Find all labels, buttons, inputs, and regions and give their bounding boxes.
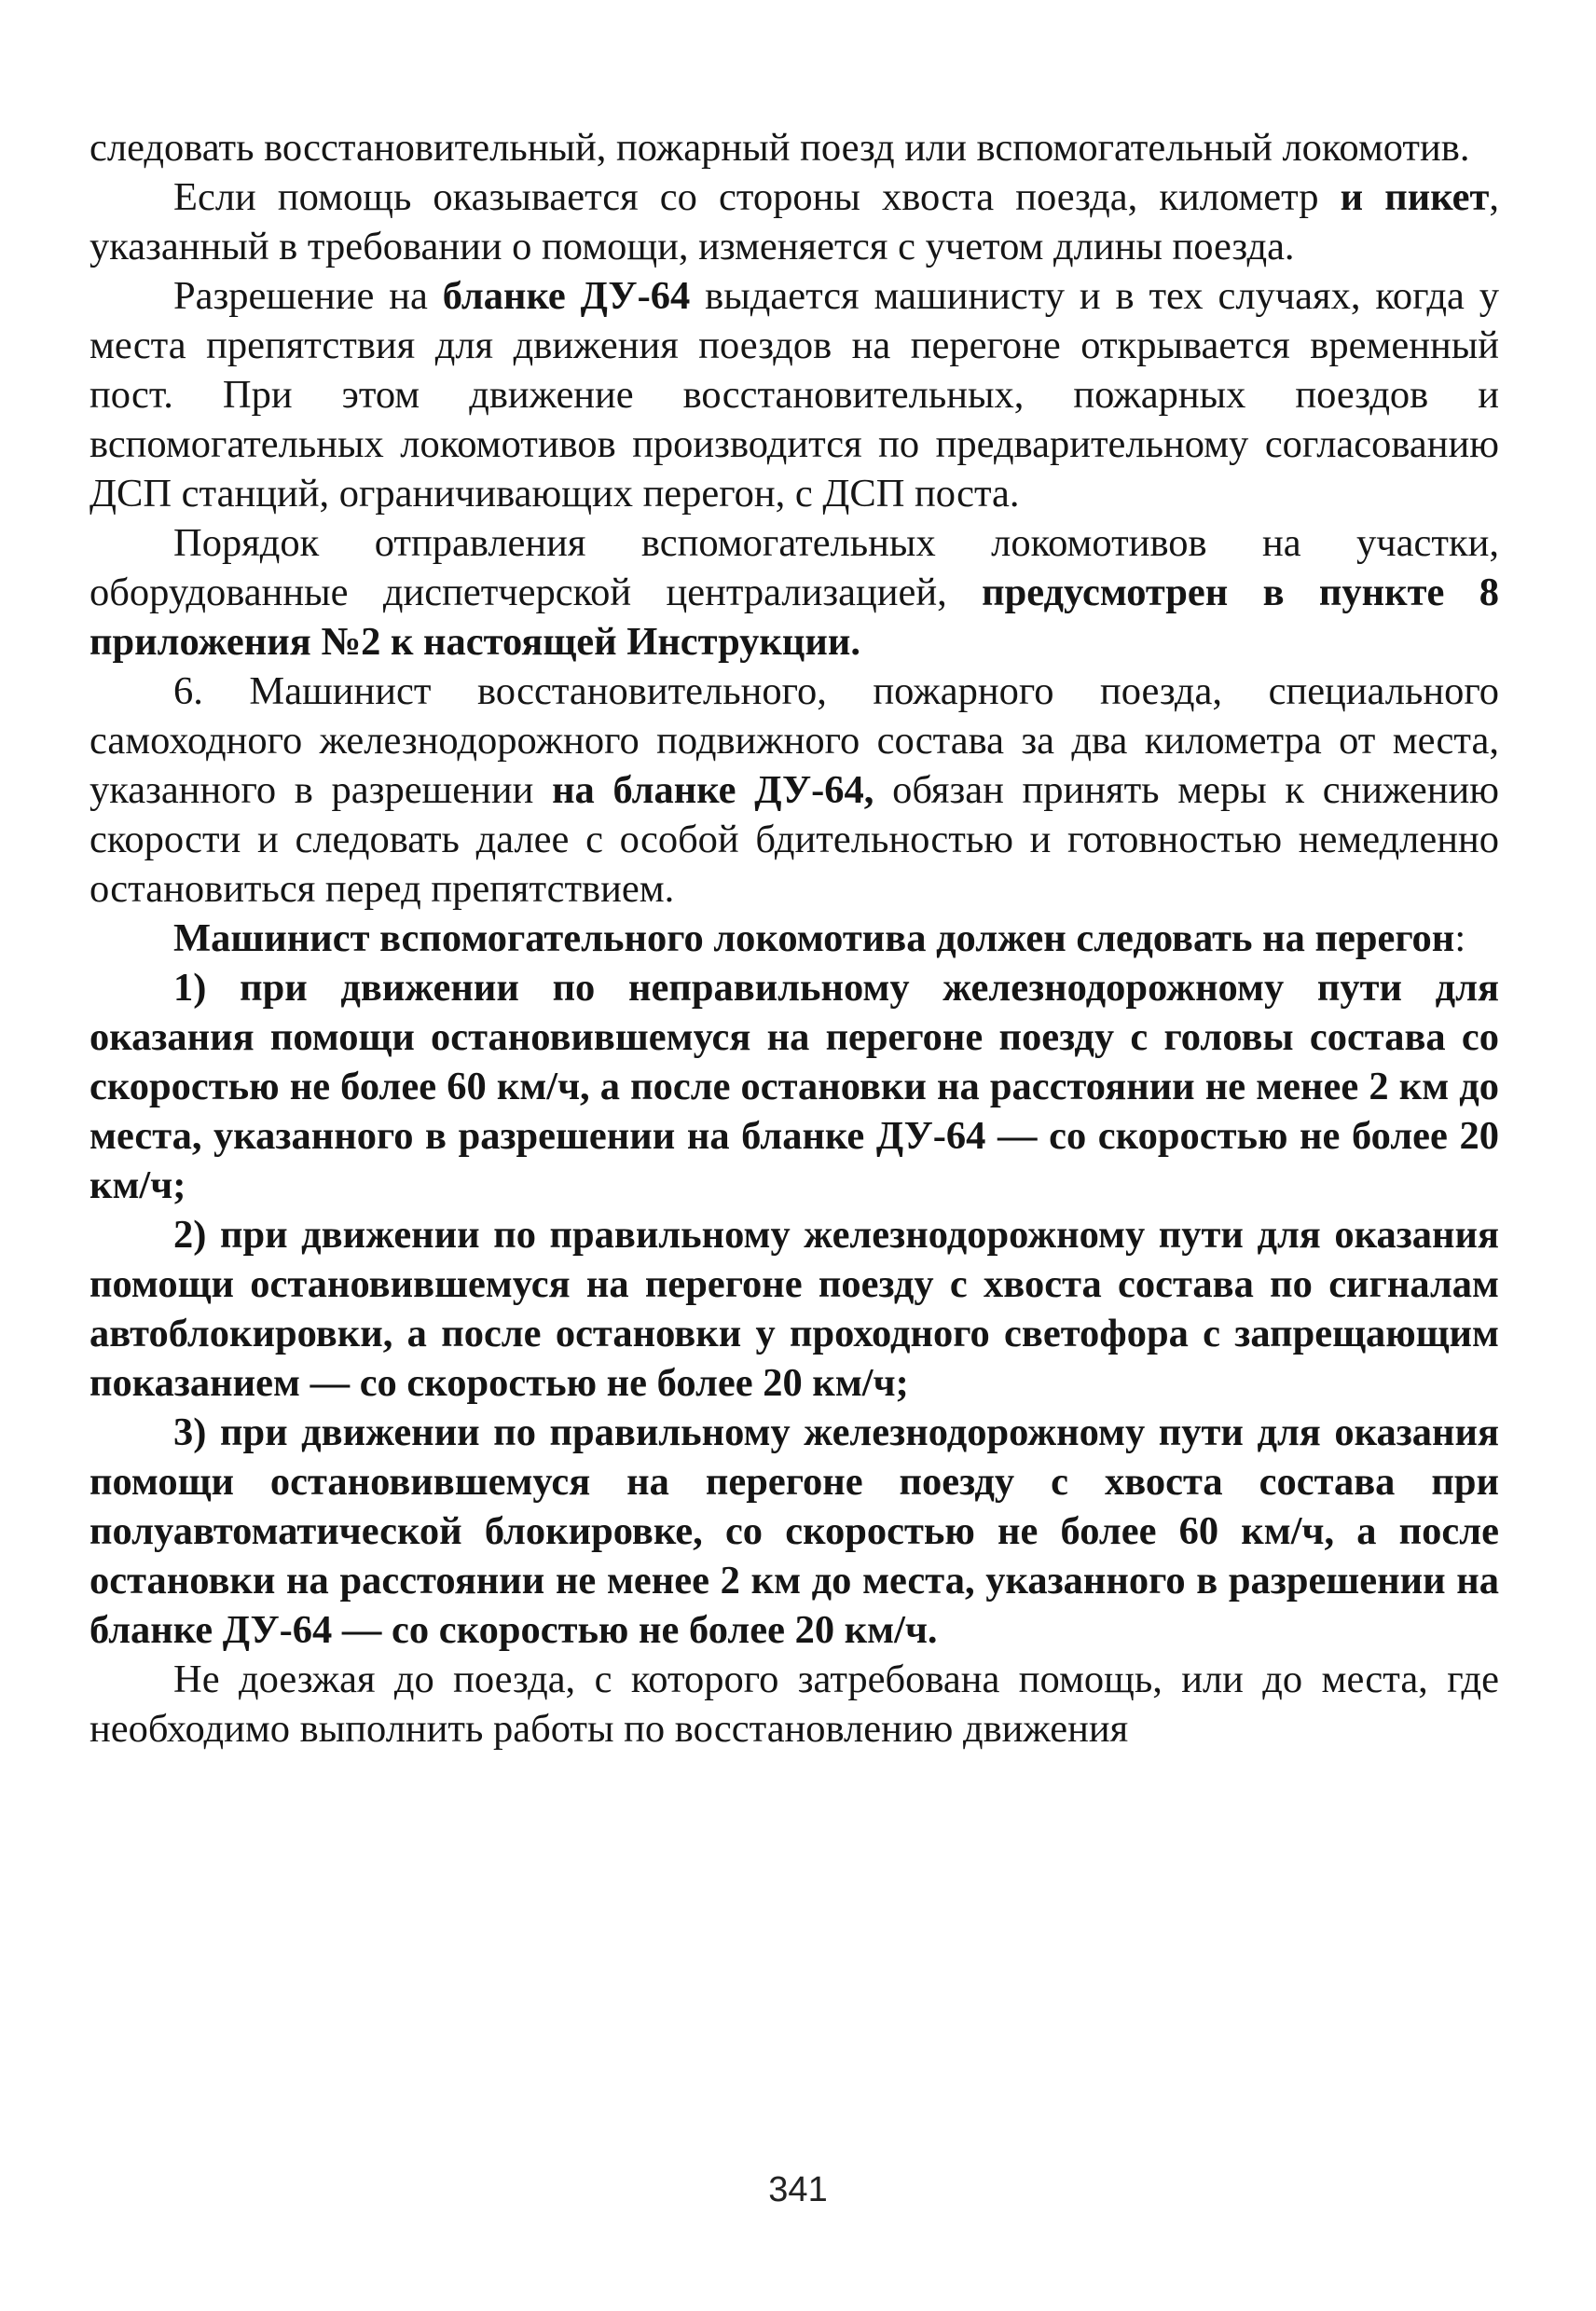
paragraph-p9 bbox=[89, 1408, 1499, 1655]
text-run: : bbox=[1454, 916, 1466, 960]
paragraph-p5 bbox=[89, 667, 1499, 914]
page-number: 341 bbox=[768, 2170, 828, 2209]
text-run: Если помощь оказывается со стороны хвоста поезда, километр bbox=[173, 175, 1341, 219]
bold-run: на бланке ДУ-64, bbox=[552, 768, 874, 812]
bold-run: и пикет bbox=[1340, 175, 1490, 219]
paragraph-p6 bbox=[89, 914, 1499, 963]
paragraph-p10 bbox=[89, 1655, 1499, 1754]
bold-run: 1) при движении по неправильному железнодорожному пути для оказания помощи остановившемуся на перегоне поезду с головы состава со скоростью не более 60 км/ч, а после остановки на расстоянии не менее 2 км до места, указанного в разрешении на бланке ДУ-64 — со скоростью не более 20 км/ч; bbox=[89, 966, 1499, 1207]
text-run: обязан принять меры к снижению скорости и следовать далее с особой бдительностью и готовностью немедленно остановиться перед препятствием. bbox=[89, 768, 1500, 911]
paragraph-p2 bbox=[89, 172, 1499, 271]
paragraph-p3 bbox=[89, 271, 1499, 518]
text-run: 6. Машинист восстановительного, пожарного поезда, специального самоходного железнодорожного подвижного состава за два километра от места, указанного в разрешении bbox=[89, 669, 1499, 812]
paragraph-p1 bbox=[89, 123, 1499, 172]
paragraph-p7 bbox=[89, 963, 1499, 1210]
bold-run: 3) при движении по правильному железнодорожному пути для оказания помощи остановившемуся на перегоне поезду с хвоста состава при полуавтоматической блокировке, со скоростью не более 60 км/ч, а после остановки на расстоянии не менее 2 км до места, указанного в разрешении на бланке ДУ-64 — со скоростью не более 20 км/ч. bbox=[89, 1410, 1499, 1652]
bold-run: Машинист вспомогательного локомотива должен следовать на перегон bbox=[173, 916, 1455, 960]
bold-run: бланке ДУ-64 bbox=[442, 274, 691, 318]
bold-run: предусмотрен в пункте 8 приложения №2 к настоящей Инструкции. bbox=[89, 571, 1499, 664]
paragraph-p4 bbox=[89, 518, 1499, 667]
paragraph-p8 bbox=[89, 1210, 1499, 1408]
text-run: выдается машинисту и в тех случаях, когда у места препятствия для движения поездов на перегоне открывается временный пост. При этом движение восстановительных, пожарных поездов и вспомогательных локомотивов производится по предварительному согласованию ДСП станций, ограничивающих перегон, с ДСП поста. bbox=[89, 274, 1499, 516]
text-run: , указанный в требовании о помощи, изменяется с учетом длины поезда. bbox=[89, 175, 1499, 268]
text-run: Порядок отправления вспомогательных локомотивов на участки, оборудованные диспетчерской централизацией, bbox=[89, 521, 1499, 614]
text-run: следовать восстановительный, пожарный поезд или вспомогательный локомотив. bbox=[89, 126, 1470, 170]
text-run: Не доезжая до поезда, с которого затребована помощь, или до места, где необходимо выполнить работы по восстановлению движения bbox=[89, 1658, 1499, 1751]
bold-run: 2) при движении по правильному железнодорожному пути для оказания помощи остановившемуся на перегоне поезду с хвоста состава по сигналам автоблокировки, а после остановки у проходного светофора с запрещающим показанием — со скоростью не более 20 км/ч; bbox=[89, 1213, 1499, 1405]
page-body-text bbox=[89, 123, 1499, 1754]
text-run: Разрешение на bbox=[173, 274, 443, 318]
